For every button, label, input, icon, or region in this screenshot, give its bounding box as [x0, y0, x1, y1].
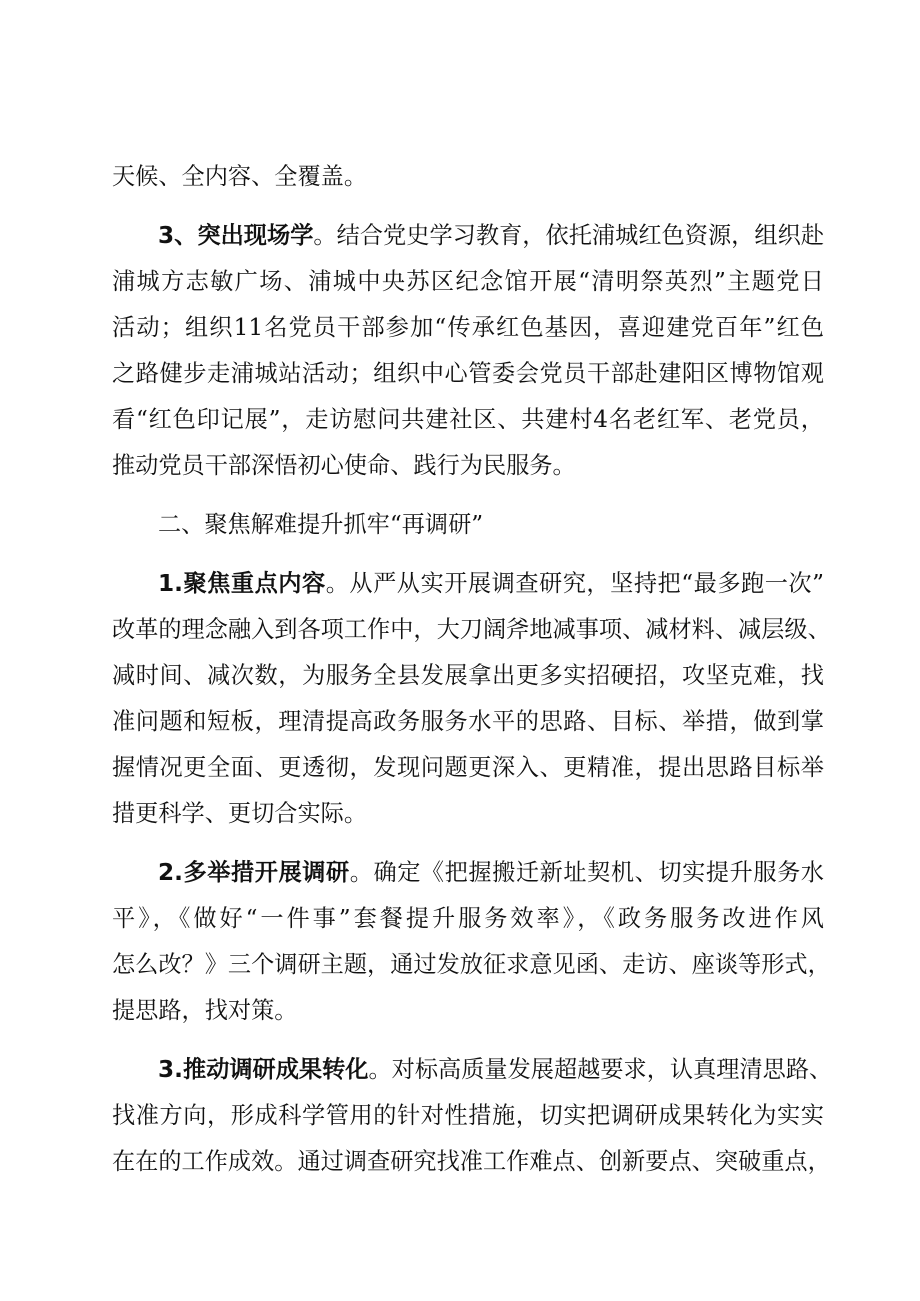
paragraph-line: 活动；组织11名党员干部参加“传承红色基因，喜迎建党百年”红色 — [112, 314, 824, 341]
paragraph-line: 准问题和短板，理清提高政务服务水平的思路、目标、举措，做到掌 — [112, 708, 824, 735]
paragraph-heading: 3.推动调研成果转化 — [158, 1056, 369, 1083]
paragraph-gap — [112, 1034, 824, 1047]
paragraph-line: 减时间、减次数，为服务全县发展拿出更多实招硬招，攻坚克难，找 — [112, 662, 824, 689]
paragraph-line: 提思路，找对策。 — [112, 997, 298, 1024]
paragraph-line: 天候、全内容、全覆盖。 — [112, 163, 368, 190]
paragraph-text: 。结合党史学习教育，依托浦城红色资源，组织赴 — [313, 222, 825, 249]
paragraph-line: 之路健步走浦城站活动；组织中心管委会党员干部赴建阳区博物馆观 — [112, 360, 824, 387]
paragraph-line: 握情况更全面、更透彻，发现问题更深入、更精准，提出思路目标举 — [112, 754, 824, 781]
paragraph-text: 。对标高质量发展超越要求，认真理清思路、 — [368, 1056, 833, 1083]
paragraph-line: 浦城方志敏广场、浦城中央苏区纪念馆开展“清明祭英烈”主题党日 — [112, 268, 824, 295]
paragraph-multiple-measures — [112, 850, 831, 1034]
document-body — [112, 154, 833, 1185]
paragraph-line: 推动党员干部深悟初心使命、践行为民服务。 — [112, 452, 576, 479]
paragraph-gap — [112, 548, 824, 561]
section-title: 二、聚焦解难提升抓牢“再调研” — [158, 511, 484, 538]
paragraph-first-line — [112, 213, 824, 259]
paragraph-research-results — [112, 1047, 833, 1185]
paragraph-heading: 1.聚焦重点内容 — [158, 570, 326, 597]
paragraph-gap — [112, 200, 824, 213]
paragraph-gap — [112, 489, 824, 502]
paragraph-line: 措更科学、更切合实际。 — [112, 800, 368, 827]
paragraph-gap — [112, 837, 824, 850]
paragraph-focus-content — [112, 561, 831, 837]
paragraph-first-line — [112, 1047, 833, 1093]
paragraph-heading: 2.多举措开展调研 — [158, 859, 350, 886]
paragraph-line: 改革的理念融入到各项工作中，大刀阔斧地减事项、减材料、减层级、 — [112, 616, 831, 643]
paragraph-line: 平》，《做好“一件事”套餐提升服务效率》，《政务服务改进作风 — [112, 905, 824, 932]
paragraph-heading: 3、突出现场学 — [158, 222, 314, 249]
paragraph-text: 。从严从实开展调查研究，坚持把“最多跑一次” — [325, 570, 824, 597]
paragraph-first-line — [112, 561, 824, 607]
paragraph-text: 。确定《把握搬迁新址契机、切实提升服务水 — [349, 859, 824, 886]
paragraph-line: 怎么改？》三个调研主题，通过发放征求意见函、走访、座谈等形式， — [112, 951, 831, 978]
paragraph-line: 找准方向，形成科学管用的针对性措施，切实把调研成果转化为实实 — [112, 1102, 824, 1129]
paragraph-line: 在在的工作成效。通过调查研究找准工作难点、创新要点、突破重点， — [112, 1148, 831, 1175]
paragraph-onsite-learning — [112, 213, 824, 489]
paragraph-first-line — [112, 850, 824, 896]
paragraph-line: 看“红色印记展”，走访慰问共建社区、共建村4名老红军、老党员， — [112, 406, 824, 433]
